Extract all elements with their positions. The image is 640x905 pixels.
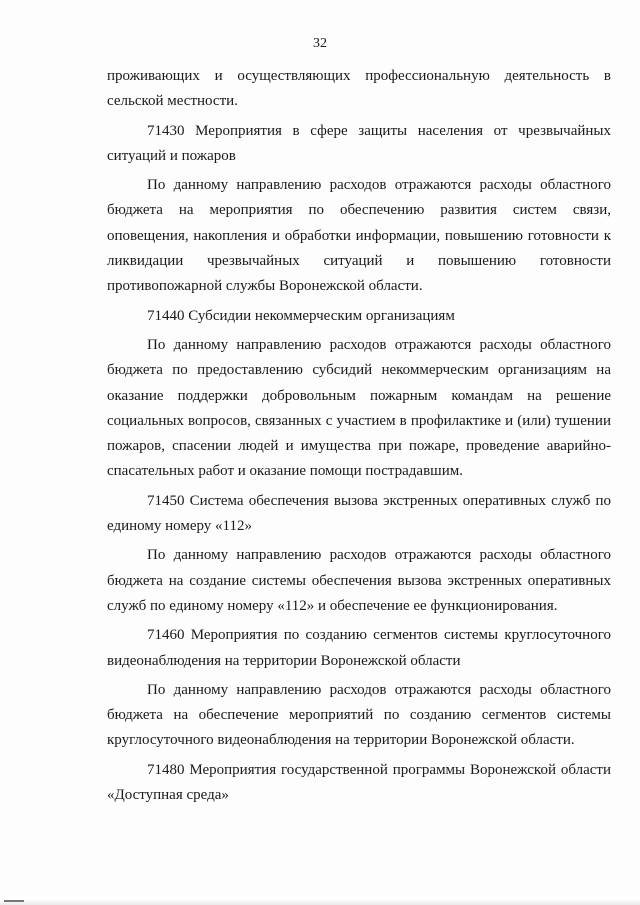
- heading-71450: 71450 Система обеспечения вызова экстренных оперативных служб по единому номеру «112»: [107, 492, 611, 535]
- page-number: 32: [313, 36, 327, 51]
- paragraph-71440-description: По данному направлению расходов отражаются расходы областного бюджета по предоставлению субсидий некоммерческим организациям на оказание поддержки добровольным пожарным командам на решение социальных вопросов, связанных с участием в профилактике и (или) тушении пожаров, спасении людей и имущества при пожаре, проведение аварийно-спасательных работ и оказание помощи пострадавшим.: [107, 336, 611, 480]
- paragraph-continuation: проживающих и осуществляющих профессиональную деятельность в сельской местности.: [107, 68, 611, 110]
- paragraph-71430-description: По данному направлению расходов отражаются расходы областного бюджета на мероприятия по обеспечению развития систем связи, оповещения, накопления и обработки информации, повышению готовности к ликвидации чрезвычайных ситуаций и повышению готовности противопожарной службы Воронежской области.: [107, 177, 611, 295]
- heading-71430: 71430 Мероприятия в сфере защиты населения от чрезвычайных ситуаций и пожаров: [107, 122, 611, 164]
- scan-mark: [4, 900, 24, 902]
- paragraph-71450-description: По данному направлению расходов отражаются расходы областного бюджета на создание системы обеспечения вызова экстренных оперативных служб по единому номеру «112» и обеспечение ее функционирования.: [107, 547, 611, 614]
- scan-bottom-edge: [0, 899, 640, 905]
- heading-71480: 71480 Мероприятия государственной программы Воронежской области «Доступная среда»: [107, 761, 611, 804]
- document-body: [107, 64, 611, 808]
- heading-71460: 71460 Мероприятия по созданию сегментов системы круглосуточного видеонаблюдения на территории Воронежской области: [107, 627, 611, 669]
- heading-71440: 71440 Субсидии некоммерческим организациям: [147, 307, 455, 324]
- paragraph-71460-description: По данному направлению расходов отражаются расходы областного бюджета на обеспечение мероприятий по созданию сегментов системы круглосуточного видеонаблюдения на территории Воронежской области.: [107, 681, 611, 749]
